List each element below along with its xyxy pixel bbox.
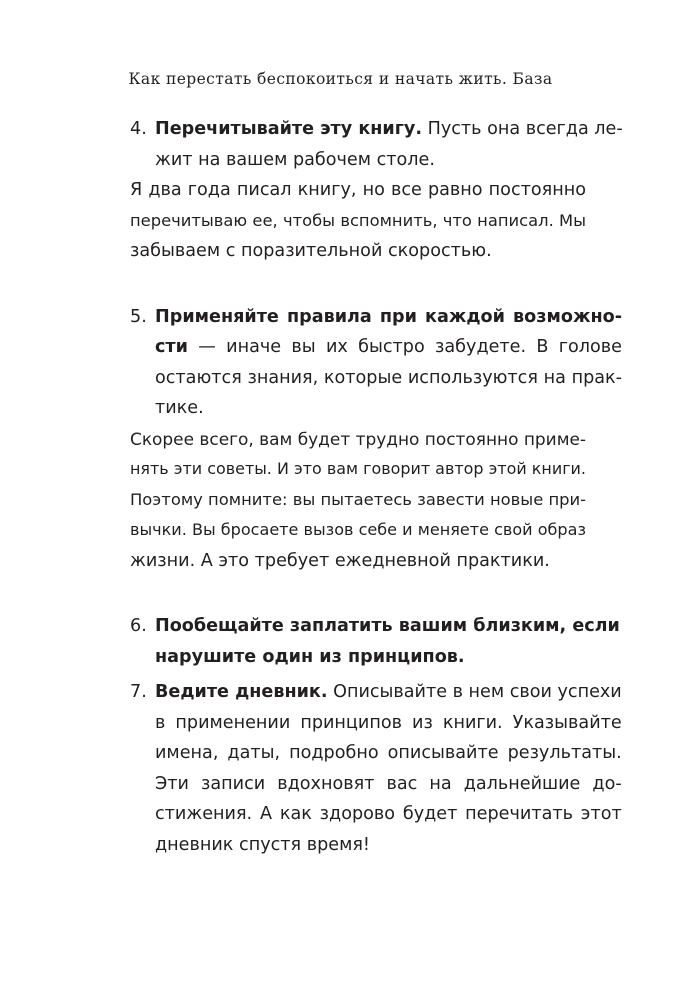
list-item-line (155, 769, 622, 800)
list-item-number: 5. (130, 306, 147, 327)
list-item-line (155, 114, 623, 145)
list-item-text: — иначе вы их быстро забудете. В голове (187, 337, 622, 357)
list-item-line (155, 708, 622, 739)
list-item-4 (130, 114, 623, 175)
list-item-line (155, 830, 622, 861)
list-item-6 (130, 611, 620, 672)
list-item-line (155, 611, 620, 642)
list-item-number: 7. (130, 682, 147, 702)
list-item-line (155, 332, 622, 363)
list-item-text: Пусть она всегда ле- (422, 119, 623, 139)
list-item-line (155, 738, 622, 769)
list-item-line (155, 799, 622, 830)
list-item-line (155, 642, 620, 673)
list-item-text: дневник спустя время! (155, 834, 370, 855)
paragraph-line: Скорее всего, вам будет трудно постоянно приме- (130, 428, 586, 449)
list-item-heading: Пообещайте заплатить вашим близким, если (155, 616, 620, 636)
list-item-line (155, 677, 622, 708)
list-item-text: Эти записи вдохновят вас на дальнейшие до- (155, 773, 622, 794)
page-body (130, 114, 623, 860)
list-item-number: 4. (130, 119, 147, 139)
list-item-heading: Применяйте правила при каждой возможно- (155, 306, 622, 327)
list-item-5 (130, 302, 622, 424)
list-item-heading: нарушите один из принципов. (155, 646, 465, 667)
list-item-heading: Перечитывайте эту книгу. (155, 119, 423, 139)
list-item-heading: Ведите дневник. (155, 682, 328, 702)
list-item-heading: сти (155, 337, 188, 357)
paragraph-line: вычки. Вы бросаете вызов себе и меняете свой образ (130, 520, 586, 539)
list-item-text: тике. (155, 398, 204, 418)
list-item-body (155, 611, 620, 672)
list-item-line (155, 393, 622, 424)
list-item-text: жит на вашем рабочем столе. (155, 149, 435, 170)
list-item-line (155, 363, 622, 394)
list-item-line (155, 302, 622, 333)
paragraph-line: Поэтому помните: вы пытаетесь завести новые при- (130, 489, 587, 509)
paragraph-line: жизни. А это требует ежедневной практики. (130, 550, 550, 571)
list-item-text: Описывайте в нем свои успехи (327, 682, 622, 702)
list-item-body (155, 302, 622, 424)
paragraph-line: забываем с поразительной скоростью. (130, 241, 492, 261)
list-item-text: имена, даты, подробно описывайте результаты. (155, 743, 622, 763)
paragraph-line: Я два года писал книгу, но все равно постоянно (130, 180, 586, 200)
paragraph-2 (130, 424, 586, 577)
paragraph-line: перечитываю ее, чтобы вспомнить, что написал. Мы (130, 210, 586, 230)
paragraph-line: нять эти советы. И это вам говорит автор этой книги. (130, 459, 586, 478)
list-item-text: стижения. А как здорово будет перечитать этот (155, 804, 622, 824)
list-item-number: 6. (130, 616, 147, 636)
list-item-7 (130, 677, 622, 860)
list-item-body (155, 677, 622, 860)
running-header: Как перестать беспокоиться и начать жить. База (128, 70, 553, 88)
list-item-text: остаются знания, которые используются на прак- (155, 367, 622, 388)
list-item-line (155, 145, 623, 176)
paragraph-1 (130, 175, 586, 267)
list-item-text: в применении принципов из книги. Указывайте (155, 712, 622, 733)
list-item-body (155, 114, 623, 175)
